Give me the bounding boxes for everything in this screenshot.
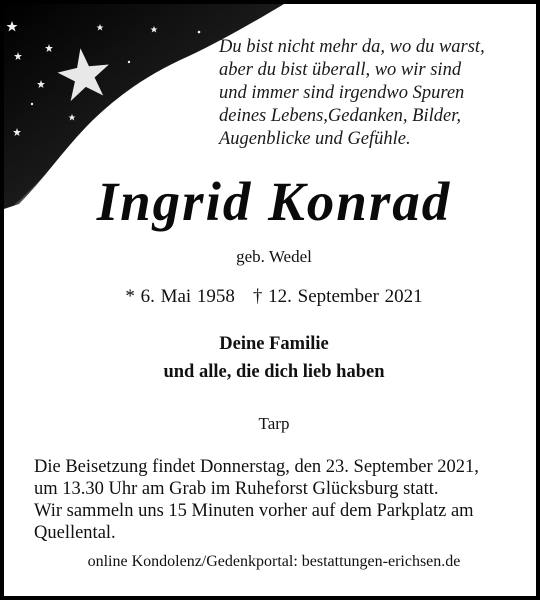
death-date: † 12. September 2021 — [252, 286, 423, 307]
poem-line: Augenblicke und Gefühle. — [219, 129, 411, 149]
birth-date: * 6. Mai 1958 — [125, 286, 235, 307]
funeral-notice — [34, 456, 534, 544]
place-name: Tarp — [258, 414, 290, 433]
maiden-name: geb. Wedel — [236, 247, 312, 266]
poem-line: Du bist nicht mehr da, wo du warst, — [219, 37, 485, 57]
condolence-portal-text: online Kondolenz/Gedenkportal: bestattungen-erichsen.de — [87, 553, 461, 570]
poem-line: und immer sind irgendwo Spuren — [219, 83, 465, 103]
notice-line: Die Beisetzung findet Donnerstag, den 23. September 2021, — [34, 457, 479, 477]
notice-line: Wir sammeln uns 15 Minuten vorher auf dem Parkplatz am — [34, 501, 474, 521]
notice-line: Quellental. — [34, 523, 116, 543]
notice-line: um 13.30 Uhr am Grab im Ruheforst Glücksburg statt. — [34, 479, 439, 499]
mourners-line-2: und alle, die dich lieb haben — [163, 362, 385, 382]
memorial-poem — [219, 36, 519, 151]
mourners-line-1: Deine Familie — [219, 334, 329, 354]
deceased-name: Ingrid Konrad — [96, 171, 452, 232]
life-dates — [4, 286, 540, 308]
poem-line: aber du bist überall, wo wir sind — [219, 60, 462, 80]
poem-line: deines Lebens,Gedanken, Bilder, — [219, 106, 461, 126]
